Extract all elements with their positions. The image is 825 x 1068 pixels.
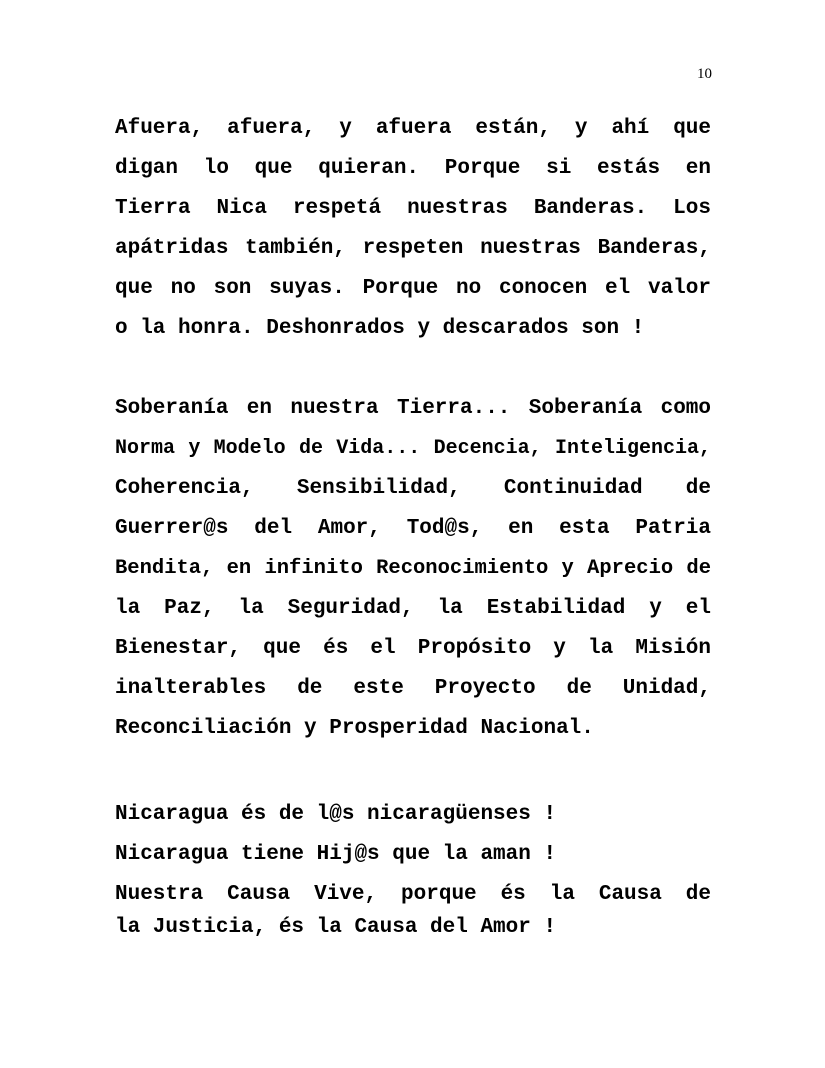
paragraph-2-line-1: Soberanía en nuestra Tierra... Soberanía como bbox=[115, 397, 711, 420]
paragraph-1-line-3: Tierra Nica respetá nuestras Banderas. Los bbox=[115, 197, 711, 220]
paragraph-2-line-2: Norma y Modelo de Vida... Decencia, Inteligencia, bbox=[115, 437, 711, 460]
paragraph-1-line-4: apátridas también, respeten nuestras Banderas, bbox=[115, 237, 711, 260]
paragraph-1-line-6: o la honra. Deshonrados y descarados son ! bbox=[115, 317, 645, 340]
paragraph-2-line-4: Guerrer@s del Amor, Tod@s, en esta Patria bbox=[115, 517, 711, 540]
paragraph-2-line-3: Coherencia, Sensibilidad, Continuidad de bbox=[115, 477, 711, 500]
paragraph-2-line-9: Reconciliación y Prosperidad Nacional. bbox=[115, 717, 594, 740]
paragraph-2-line-6: la Paz, la Seguridad, la Estabilidad y el bbox=[115, 597, 711, 620]
paragraph-3-line-1: Nicaragua és de l@s nicaragüenses ! bbox=[115, 803, 557, 826]
paragraph-1-line-2: digan lo que quieran. Porque si estás en bbox=[115, 157, 711, 180]
page-number: 10 bbox=[697, 66, 712, 82]
paragraph-3-line-4: la Justicia, és la Causa del Amor ! bbox=[115, 916, 557, 939]
paragraph-2-line-8: inalterables de este Proyecto de Unidad, bbox=[115, 677, 711, 700]
paragraph-3-line-3: Nuestra Causa Vive, porque és la Causa de bbox=[115, 883, 711, 906]
paragraph-1-line-5: que no son suyas. Porque no conocen el valor bbox=[115, 277, 711, 300]
paragraph-2-line-5: Bendita, en infinito Reconocimiento y Aprecio de bbox=[115, 557, 711, 580]
paragraph-2-line-7: Bienestar, que és el Propósito y la Misión bbox=[115, 637, 711, 660]
paragraph-3-line-2: Nicaragua tiene Hij@s que la aman ! bbox=[115, 843, 557, 866]
paragraph-1-line-1: Afuera, afuera, y afuera están, y ahí que bbox=[115, 117, 711, 140]
